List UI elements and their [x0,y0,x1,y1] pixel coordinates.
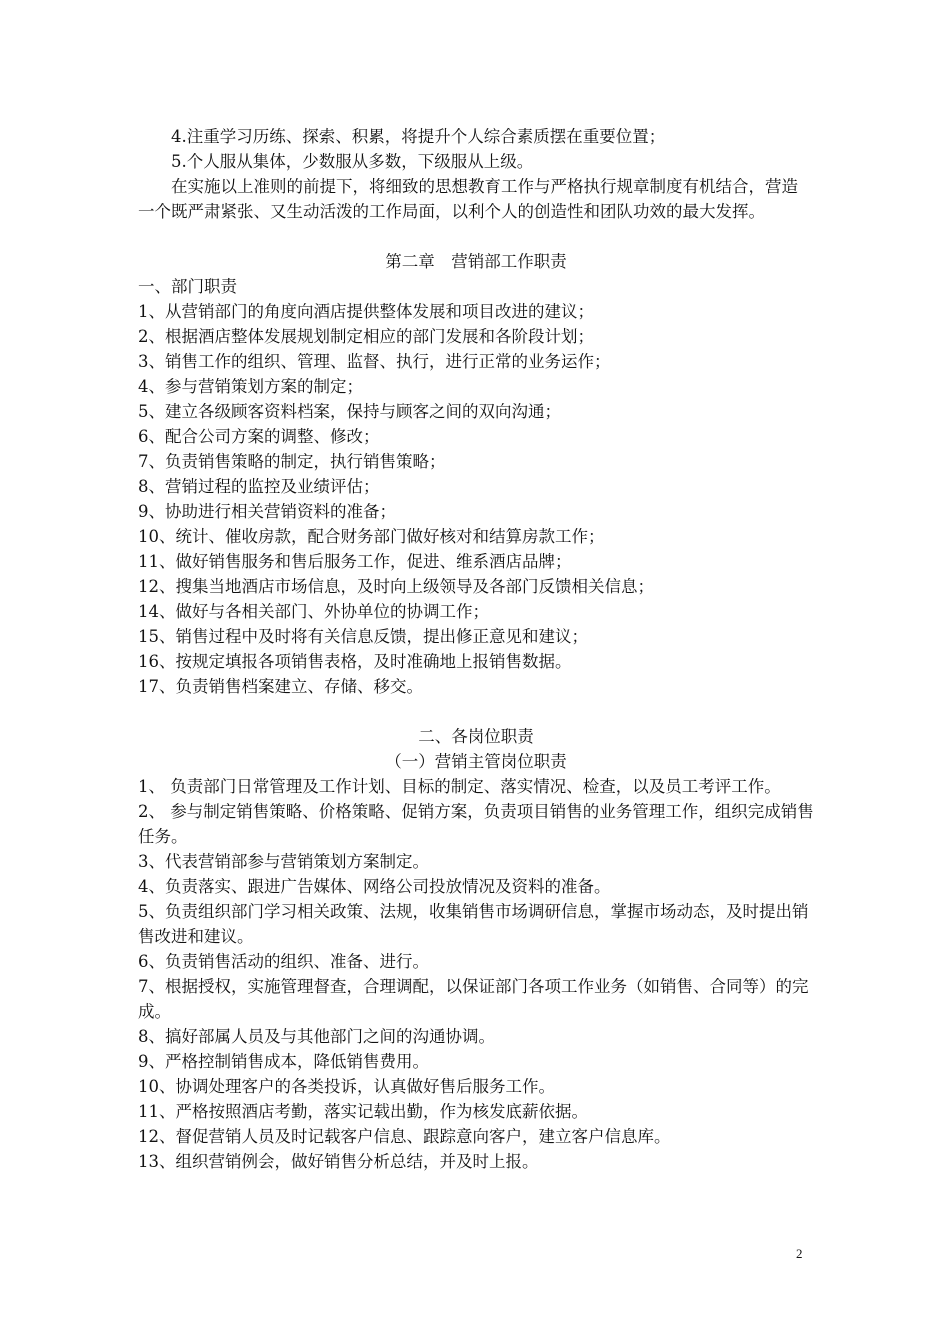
dept-duty-item: 1、从营销部门的角度向酒店提供整体发展和项目改进的建议； [138,302,594,321]
supervisor-duty-item: 13、组织营销例会，做好销售分析总结，并及时上报。 [138,1152,539,1171]
spacer [138,224,814,249]
dept-duty-item: 8、营销过程的监控及业绩评估； [138,477,380,496]
post-duties-heading: 二、各岗位职责 [418,727,534,746]
intro-paragraph-5: 5.个人服从集体，少数服从多数，下级服从上级。 [171,152,534,171]
dept-duties-heading: 一、部门职责 [138,277,237,296]
dept-duty-item: 11、做好销售服务和售后服务工作，促进、维系酒店品牌； [138,552,572,571]
supervisor-duty-item: 1、 负责部门日常管理及工作计划、目标的制定、落实情况、检查，以及员工考评工作。 [138,777,781,796]
dept-duty-item: 12、搜集当地酒店市场信息，及时向上级领导及各部门反馈相关信息； [138,577,654,596]
supervisor-duty-item: 3、代表营销部参与营销策划方案制定。 [138,852,429,871]
supervisor-duty-item: 4、负责落实、跟进广告媒体、网络公司投放情况及资料的准备。 [138,877,611,896]
marketing-supervisor-subheading: （一）营销主管岗位职责 [385,752,567,771]
dept-duty-item: 2、根据酒店整体发展规划制定相应的部门发展和各阶段计划； [138,327,594,346]
dept-duty-item: 10、统计、催收房款，配合财务部门做好核对和结算房款工作； [138,527,605,546]
body-text [138,124,814,1174]
dept-duty-item: 6、配合公司方案的调整、修改； [138,427,380,446]
spacer [138,699,814,724]
dept-duty-item: 5、建立各级顾客资料档案，保持与顾客之间的双向沟通； [138,402,561,421]
dept-duty-item: 3、销售工作的组织、管理、监督、执行，进行正常的业务运作； [138,352,611,371]
supervisor-duty-item: 6、负责销售活动的组织、准备、进行。 [138,952,429,971]
dept-duty-item: 9、协助进行相关营销资料的准备； [138,502,396,521]
supervisor-duty-item: 2、 参与制定销售策略、价格策略、促销方案，负责项目销售的业务管理工作，组织完成销售任务。 [138,802,814,846]
chapter-title: 第二章 营销部工作职责 [385,252,567,271]
dept-duty-item: 16、按规定填报各项销售表格，及时准确地上报销售数据。 [138,652,572,671]
intro-paragraph-4: 4.注重学习历练、探索、积累，将提升个人综合素质摆在重要位置； [171,127,666,146]
intro-paragraph-summary: 在实施以上准则的前提下，将细致的思想教育工作与严格执行规章制度有机结合，营造一个既严肃紧张、又生动活泼的工作局面，以利个人的创造性和团队功效的最大发挥。 [138,177,798,221]
dept-duty-item: 15、销售过程中及时将有关信息反馈，提出修正意见和建议； [138,627,588,646]
supervisor-duty-item: 10、协调处理客户的各类投诉，认真做好售后服务工作。 [138,1077,555,1096]
dept-duty-item: 17、负责销售档案建立、存储、移交。 [138,677,423,696]
dept-duty-item: 7、负责销售策略的制定，执行销售策略； [138,452,446,471]
dept-duty-item: 14、做好与各相关部门、外协单位的协调工作； [138,602,489,621]
supervisor-duty-item: 12、督促营销人员及时记载客户信息、跟踪意向客户，建立客户信息库。 [138,1127,671,1146]
supervisor-duty-item: 9、严格控制销售成本，降低销售费用。 [138,1052,429,1071]
supervisor-duty-item: 8、搞好部属人员及与其他部门之间的沟通协调。 [138,1027,495,1046]
supervisor-duty-item: 7、根据授权，实施管理督查，合理调配，以保证部门各项工作业务（如销售、合同等）的完成。 [138,977,809,1021]
supervisor-duty-item: 11、严格按照酒店考勤，落实记载出勤，作为核发底薪依据。 [138,1102,588,1121]
page-number: 2 [796,1246,803,1261]
supervisor-duty-item: 5、负责组织部门学习相关政策、法规，收集销售市场调研信息，掌握市场动态，及时提出销售改进和建议。 [138,902,809,946]
dept-duty-item: 4、参与营销策划方案的制定； [138,377,363,396]
